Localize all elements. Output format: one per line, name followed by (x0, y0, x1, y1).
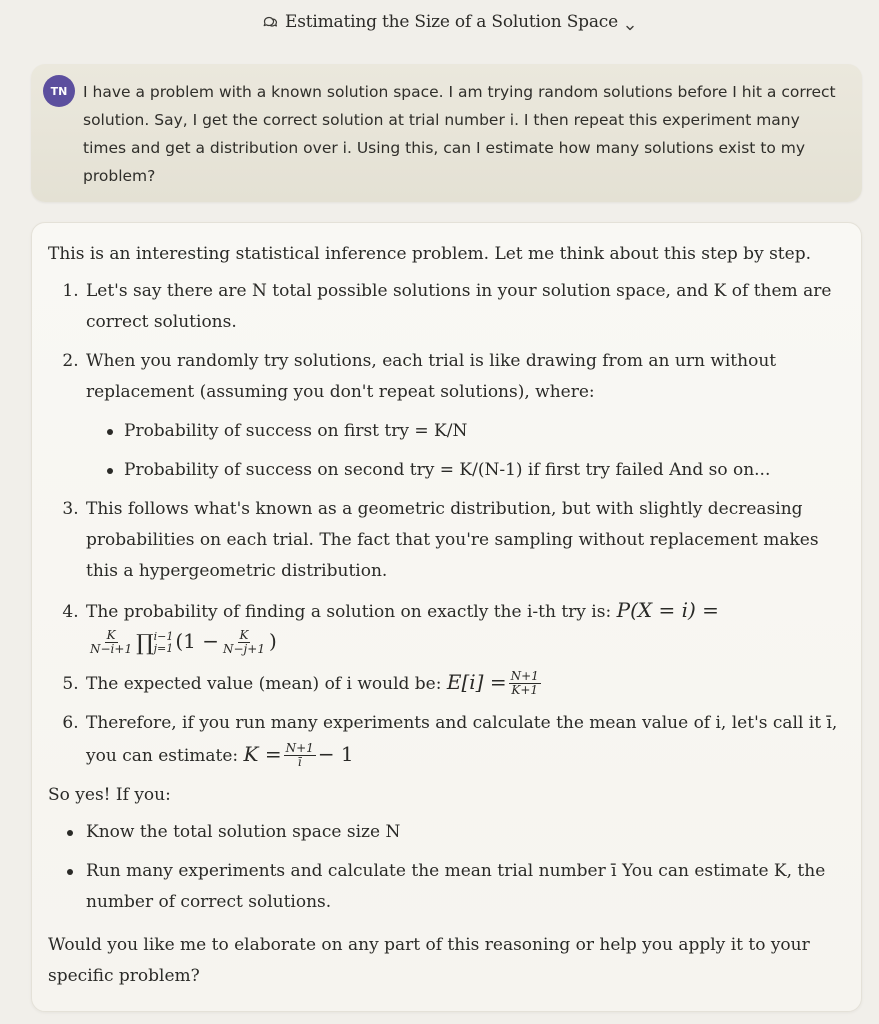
answer-intro: This is an interesting statistical inference problem. Let me think about this step by step. (48, 244, 811, 264)
user-message (31, 64, 862, 202)
summary-bullet: Know the total solution space size N (86, 817, 838, 848)
chevron-down-icon (625, 18, 635, 28)
user-message-text: I have a problem with a known solution space. I am trying random solutions before I hit a correct solution. Say, I get the correct solution at trial number i. I then repeat this experiment many times and get a distribution over i. Using this, can I estimate how many solutions exist to my problem? (83, 83, 836, 185)
step-text: The expected value (mean) of i would be: (86, 674, 442, 694)
step-item (84, 346, 838, 486)
step-text: When you randomly try solutions, each trial is like drawing from an urn without replacement (assuming you don't repeat solutions), where: (86, 351, 777, 402)
product-symbol: ∏ (136, 631, 154, 656)
step-item (84, 494, 838, 587)
conversation-header (0, 0, 879, 44)
fraction: $\frac{K}{N-j+1}$ (223, 628, 265, 656)
step-text: ī, you can estimate: (86, 713, 838, 766)
estimator-formula: K = $\frac{N+1}{ī}$ − 1 (243, 741, 354, 769)
product-limits: i−1 j=1 (153, 629, 174, 655)
fraction: $\frac{K}{N-i+1}$ (90, 628, 133, 656)
conversation-title-button[interactable] (262, 12, 635, 32)
chat-bubbles-icon (262, 14, 278, 30)
conversation-title: Estimating the Size of a Solution Space (285, 12, 618, 32)
summary-bullet: Run many experiments and calculate the mean trial number ī You can estimate K, the number of correct solutions. (86, 856, 838, 918)
step-sub-list (86, 416, 838, 486)
fraction: $\frac{N+1}{K+1}$ (510, 669, 539, 697)
step-text: Therefore, if you run many experiments and calculate the mean value of i, let's call it (86, 713, 822, 733)
step-text: The probability of finding a solution on exactly the i-th try is: (86, 602, 612, 622)
step-item (84, 595, 838, 659)
step-item (84, 667, 838, 700)
summary-lead: So yes! If you: (48, 785, 171, 805)
fraction: $\frac{N+1}{ī}$ (285, 741, 314, 769)
step-text: This follows what's known as a geometric distribution, but with slightly decreasing probabilities on each trial. The fact that you're sampling without replacement makes this a hypergeometric distribution. (86, 499, 819, 581)
sub-bullet: Probability of success on second try = K/(N-1) if first try failed And so on... (124, 455, 838, 486)
step-item (84, 708, 838, 772)
summary-list (48, 817, 838, 918)
probability-formula-rhs: $\frac{K}{N-i+1}$ ∏ i−1 j=1 (1 − $\frac{K}{N-j+1}$ ) (90, 628, 277, 656)
answer-closing: Would you like me to elaborate on any part of this reasoning or help you apply it to your specific problem? (48, 935, 810, 986)
user-avatar: TN (43, 75, 75, 107)
probability-formula-lhs: P(X = i) = (616, 598, 719, 622)
assistant-message (31, 222, 862, 1012)
steps-list (48, 276, 838, 772)
expected-value-formula: E[i] = $\frac{N+1}{K+1}$ (446, 669, 539, 697)
step-item (84, 276, 838, 338)
sub-bullet: Probability of success on first try = K/N (124, 416, 838, 447)
step-text: Let's say there are N total possible solutions in your solution space, and K of them are correct solutions. (86, 281, 832, 332)
